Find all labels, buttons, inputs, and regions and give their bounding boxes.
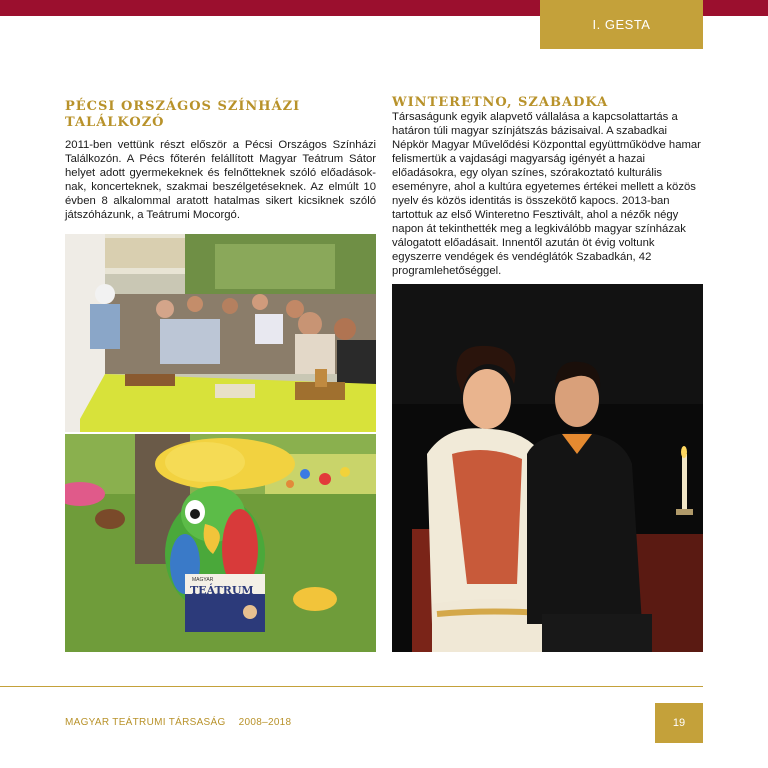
footer-rule (0, 686, 703, 687)
teatrum-sign-small: MAGYAR (192, 577, 214, 583)
left-heading-line1: PÉCSI ORSZÁGOS SZÍNHÁZI (65, 99, 301, 114)
left-article-body: 2011-ben vettünk részt először a Pécsi Országos Színházi Találkozón. A Pécs főterén felállított Magyar Teátrum Sátor helyet adott gyermekeknek és felnőtteknek szóló előadások-nak, koncerteknek, szakmai beszélgetéseknek. Az elmúlt 10 évben 8 alkalommal aratott hatalmas sikert kicsiknek szóló játszóházunk, a Teátrumi Mocorgó. (65, 139, 376, 221)
page-number: 19 (655, 703, 703, 743)
footer-publisher-name: MAGYAR TEÁTRUMI TÁRSASÁG (65, 717, 226, 728)
footer-publisher (65, 717, 301, 728)
left-article-heading (65, 99, 376, 131)
section-label: I. GESTA (540, 0, 703, 49)
right-article-heading: WINTERETNO, SZABADKA (392, 95, 609, 110)
left-heading-line2: TALÁLKOZÓ (65, 115, 165, 130)
footer-years: 2008–2018 (238, 717, 292, 728)
right-article-body: Társaságunk egyik alapvető vállalása a kapcsolattartás a határon túli magyar színjátszás bázisaival. A szabadkai Népkör Magyar Művelődési Központtal együttműködve hamar felismertük a vajdasági magyarság igényét a hazai előadásokra, egy olyan színes, szórakoztató kulturális eseményre, ahol a kultúra egyetemes értékei mellett a közös nyelv és közös identitás is összekötő kapocs. 2013-ban tartottuk az első Winteretno Fesztivált, ahol a nézők négy napon át tekinthették meg a legkiválóbb magyar színházak válogatott előadásait. Innentől azután öt évig voltunk egyszerre vendégek és vendéglátók Szabadkán, 42 programlehetőséggel. (392, 111, 701, 277)
teatrum-sign: TEÁTRUM (190, 584, 254, 597)
photo-playhouse-table (65, 234, 376, 432)
photo-stage-performers (392, 284, 703, 652)
photo-parrot-plush (65, 434, 376, 652)
